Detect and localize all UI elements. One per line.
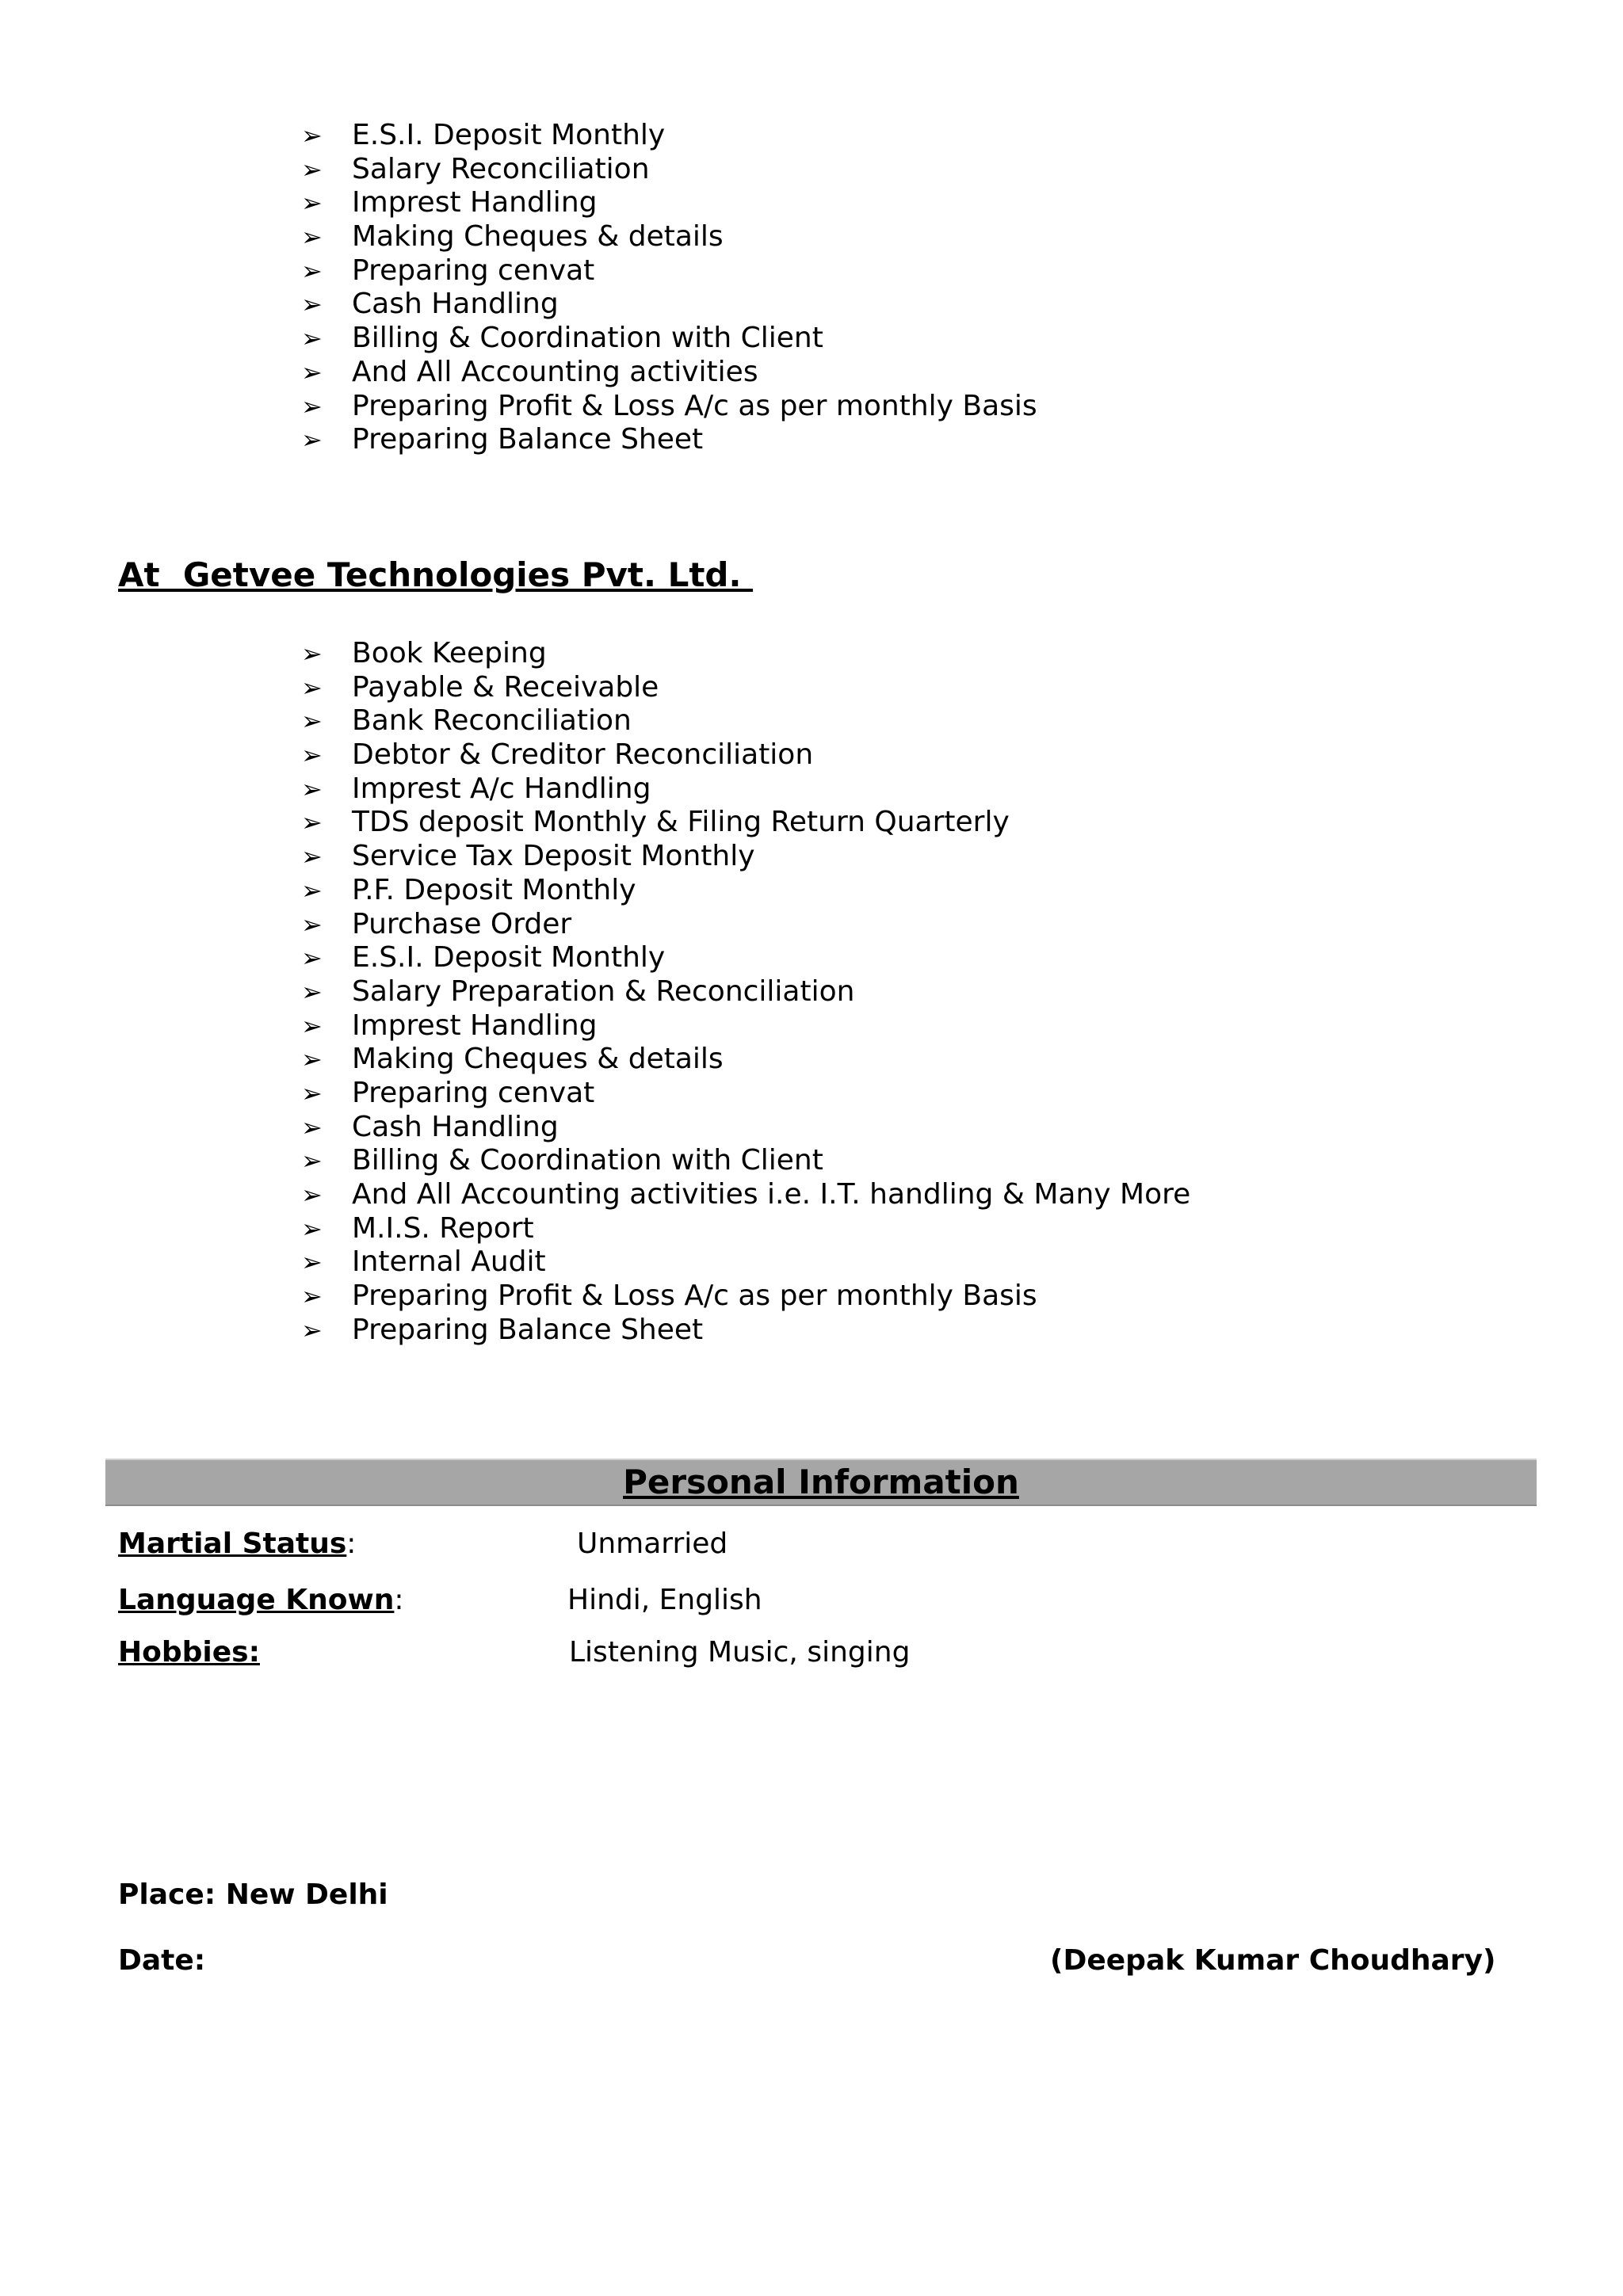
getvee-duty-item bbox=[301, 874, 1190, 908]
duty-item bbox=[301, 119, 1037, 153]
hobbies-label: Hobbies: bbox=[118, 1636, 260, 1669]
duties-list-getvee bbox=[301, 637, 1190, 1347]
getvee-duty-item-text: Billing & Coordination with Client bbox=[352, 1144, 823, 1177]
duties-list-previous bbox=[301, 119, 1037, 457]
getvee-duty-item-text: E.S.I. Deposit Monthly bbox=[352, 941, 666, 974]
arrow-bullet-icon: ➢ bbox=[301, 639, 323, 669]
getvee-duty-item-text: Purchase Order bbox=[352, 907, 572, 940]
arrow-bullet-icon: ➢ bbox=[301, 357, 323, 387]
getvee-duty-item-text: Service Tax Deposit Monthly bbox=[352, 840, 755, 873]
duty-item-text: Preparing Profit & Loss A/c as per monthly Basis bbox=[352, 389, 1037, 422]
getvee-duty-item bbox=[301, 738, 1190, 772]
getvee-duty-item-text: And All Accounting activities i.e. I.T. handling & Many More bbox=[352, 1178, 1191, 1211]
duty-item bbox=[301, 220, 1037, 254]
arrow-bullet-icon: ➢ bbox=[301, 773, 323, 804]
getvee-duty-item bbox=[301, 637, 1190, 671]
getvee-duty-item-text: Payable & Receivable bbox=[352, 670, 659, 704]
arrow-bullet-icon: ➢ bbox=[301, 1112, 323, 1142]
getvee-duty-item-text: Bank Reconciliation bbox=[352, 704, 632, 738]
company-heading: At Getvee Technologies Pvt. Ltd. bbox=[118, 555, 754, 594]
date-line: Date: bbox=[118, 1944, 206, 1977]
getvee-duty-item-text: Imprest Handling bbox=[352, 1009, 598, 1042]
getvee-duty-item bbox=[301, 704, 1190, 738]
getvee-duty-item bbox=[301, 772, 1190, 807]
getvee-duty-item bbox=[301, 1077, 1190, 1111]
arrow-bullet-icon: ➢ bbox=[301, 672, 323, 703]
getvee-duty-item-text: TDS deposit Monthly & Filing Return Quarterly bbox=[352, 806, 1010, 839]
duty-item-text: Making Cheques & details bbox=[352, 220, 724, 254]
getvee-duty-item-text: Preparing cenvat bbox=[352, 1076, 595, 1109]
arrow-bullet-icon: ➢ bbox=[301, 909, 323, 940]
arrow-bullet-icon: ➢ bbox=[301, 323, 323, 354]
arrow-bullet-icon: ➢ bbox=[301, 841, 323, 872]
duty-item bbox=[301, 322, 1037, 356]
language-known-value: Hindi, English bbox=[567, 1584, 762, 1616]
duty-item-text: E.S.I. Deposit Monthly bbox=[352, 119, 666, 151]
hobbies-value: Listening Music, singing bbox=[569, 1636, 911, 1669]
getvee-duty-item-text: P.F. Deposit Monthly bbox=[352, 873, 636, 906]
arrow-bullet-icon: ➢ bbox=[301, 1180, 323, 1210]
arrow-bullet-icon: ➢ bbox=[301, 188, 323, 219]
getvee-duty-item bbox=[301, 1178, 1190, 1212]
arrow-bullet-icon: ➢ bbox=[301, 255, 323, 286]
hobbies-row bbox=[118, 1635, 911, 1670]
duty-item-text: Imprest Handling bbox=[352, 186, 598, 219]
getvee-duty-item bbox=[301, 941, 1190, 975]
language-known-label: Language Known bbox=[118, 1584, 395, 1616]
marital-status-label: Martial Status bbox=[118, 1527, 347, 1560]
getvee-duty-item bbox=[301, 1009, 1190, 1043]
personal-information-band bbox=[105, 1459, 1537, 1506]
getvee-duty-item-text: Preparing Balance Sheet bbox=[352, 1313, 704, 1346]
marital-status-row bbox=[118, 1527, 728, 1562]
arrow-bullet-icon: ➢ bbox=[301, 120, 323, 151]
duty-item-text: Cash Handling bbox=[352, 288, 559, 321]
marital-status-colon: : bbox=[346, 1527, 357, 1560]
arrow-bullet-icon: ➢ bbox=[301, 154, 323, 185]
getvee-duty-item bbox=[301, 1280, 1190, 1314]
arrow-bullet-icon: ➢ bbox=[301, 222, 323, 253]
arrow-bullet-icon: ➢ bbox=[301, 1077, 323, 1108]
duty-item bbox=[301, 153, 1037, 187]
arrow-bullet-icon: ➢ bbox=[301, 289, 323, 320]
getvee-duty-item bbox=[301, 671, 1190, 705]
duty-item bbox=[301, 423, 1037, 457]
getvee-duty-item bbox=[301, 1314, 1190, 1348]
duty-item bbox=[301, 288, 1037, 322]
getvee-duty-item-text: Preparing Profit & Loss A/c as per monthly Basis bbox=[352, 1280, 1037, 1313]
arrow-bullet-icon: ➢ bbox=[301, 807, 323, 838]
getvee-duty-item-text: Making Cheques & details bbox=[352, 1043, 724, 1076]
getvee-duty-item-text: Salary Preparation & Reconciliation bbox=[352, 974, 855, 1008]
arrow-bullet-icon: ➢ bbox=[301, 943, 323, 974]
arrow-bullet-icon: ➢ bbox=[301, 391, 323, 421]
getvee-duty-item-text: M.I.S. Report bbox=[352, 1211, 534, 1245]
duty-item-text: Salary Reconciliation bbox=[352, 152, 650, 185]
getvee-duty-item bbox=[301, 840, 1190, 874]
getvee-duty-item-text: Imprest A/c Handling bbox=[352, 772, 651, 805]
marital-status-value: Unmarried bbox=[577, 1527, 728, 1560]
arrow-bullet-icon: ➢ bbox=[301, 740, 323, 771]
duty-item-text: Billing & Coordination with Client bbox=[352, 322, 823, 355]
language-known-colon: : bbox=[394, 1584, 404, 1616]
arrow-bullet-icon: ➢ bbox=[301, 425, 323, 456]
place-line: Place: New Delhi bbox=[118, 1878, 388, 1911]
arrow-bullet-icon: ➢ bbox=[301, 875, 323, 906]
arrow-bullet-icon: ➢ bbox=[301, 1314, 323, 1345]
getvee-duty-item bbox=[301, 908, 1190, 942]
arrow-bullet-icon: ➢ bbox=[301, 976, 323, 1007]
duty-item bbox=[301, 186, 1037, 220]
duty-item bbox=[301, 356, 1037, 390]
arrow-bullet-icon: ➢ bbox=[301, 1247, 323, 1278]
arrow-bullet-icon: ➢ bbox=[301, 1281, 323, 1312]
arrow-bullet-icon: ➢ bbox=[301, 1146, 323, 1177]
arrow-bullet-icon: ➢ bbox=[301, 1010, 323, 1041]
getvee-duty-item-text: Internal Audit bbox=[352, 1245, 546, 1279]
arrow-bullet-icon: ➢ bbox=[301, 1213, 323, 1244]
getvee-duty-item bbox=[301, 975, 1190, 1009]
getvee-duty-item bbox=[301, 1245, 1190, 1280]
section-title: Personal Information bbox=[623, 1463, 1019, 1501]
getvee-duty-item-text: Debtor & Creditor Reconciliation bbox=[352, 738, 814, 772]
duty-item-text: Preparing cenvat bbox=[352, 254, 595, 287]
getvee-duty-item-text: Book Keeping bbox=[352, 637, 547, 669]
getvee-duty-item bbox=[301, 1043, 1190, 1077]
signature-name: (Deepak Kumar Choudhary) bbox=[1050, 1944, 1496, 1977]
getvee-duty-item-text: Cash Handling bbox=[352, 1110, 559, 1143]
duty-item bbox=[301, 390, 1037, 424]
duty-item-text: And All Accounting activities bbox=[352, 355, 758, 388]
language-known-row bbox=[118, 1583, 762, 1618]
duty-item-text: Preparing Balance Sheet bbox=[352, 423, 704, 456]
duty-item bbox=[301, 254, 1037, 288]
getvee-duty-item bbox=[301, 1144, 1190, 1178]
getvee-duty-item bbox=[301, 1212, 1190, 1246]
getvee-duty-item bbox=[301, 1111, 1190, 1145]
arrow-bullet-icon: ➢ bbox=[301, 1044, 323, 1075]
getvee-duty-item bbox=[301, 806, 1190, 840]
arrow-bullet-icon: ➢ bbox=[301, 706, 323, 737]
